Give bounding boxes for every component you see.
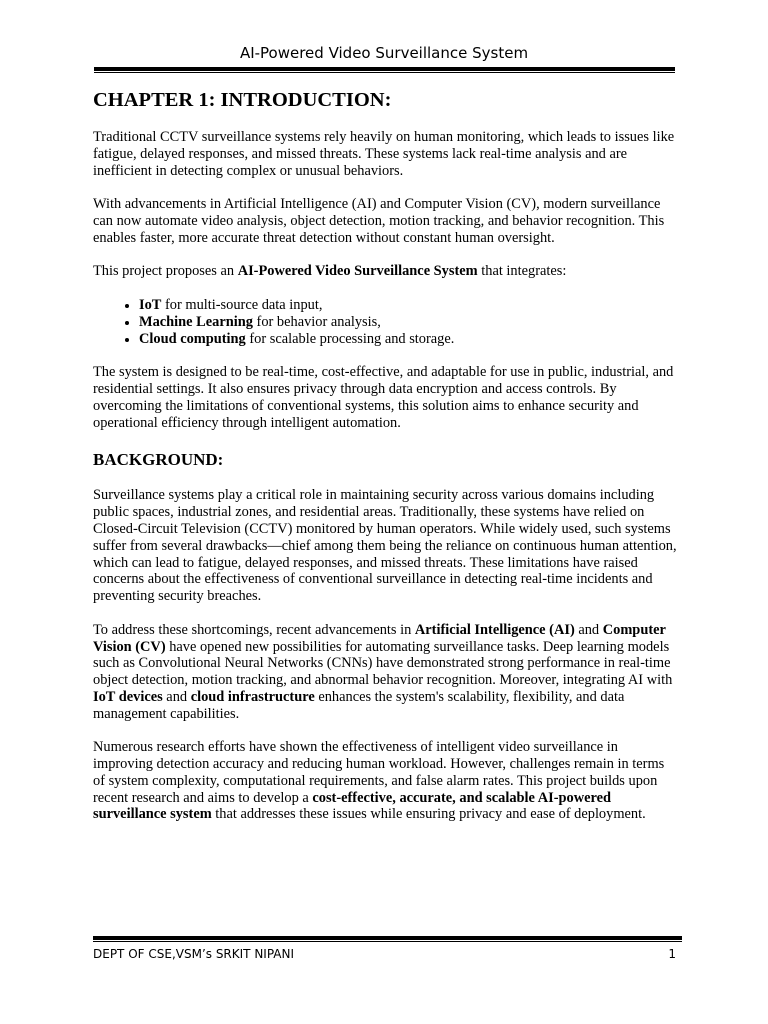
list-item-ml: • Machine Learning for behavior analysis, [139,314,678,331]
intro-paragraph-1: Traditional CCTV surveillance systems rely heavily on human monitoring, which leads to issues like fatigue, delayed responses, and missed threats. These systems lack real-time analysis and are inefficient in detecting complex or unusual behaviors. [93,129,675,179]
footer-rule-thin [93,941,682,942]
footer-page-number: 1 [668,947,676,961]
list-item-cloud: • Cloud computing for scalable processing and storage. [139,331,678,348]
intro-paragraph-2: With advancements in Artificial Intelligence (AI) and Computer Vision (CV), modern surveillance can now automate video analysis, object detection, motion tracking, and behavior recognition. This enables faster, more accurate threat detection without constant human oversight. [93,196,665,246]
header-rule-thick [94,67,675,71]
integration-list [93,297,678,347]
page-body [93,87,678,840]
background-paragraph-3: Numerous research efforts have shown the effectiveness of intelligent video surveillance in improving detection accuracy and reducing human workload. However, challenges remain in terms of system complexity, computational requirements, and false alarm rates. This project builds upon recent research and aims to develop a cost-effective, accurate, and scalable AI-powered surveillance system that addresses these issues while ensuring privacy and ease of deployment. [93,739,665,823]
intro-paragraph-3: This project proposes an AI-Powered Video Surveillance System that integrates: [93,263,567,280]
running-header-title: AI-Powered Video Surveillance System [239,44,529,62]
footer-department: DEPT OF CSE,VSM’s SRKIT NIPANI [93,947,295,961]
intro-paragraph-4: The system is designed to be real-time, cost-effective, and adaptable for use in public, industrial, and residential settings. It also ensures privacy through data encryption and access controls. By overcoming the limitations of conventional systems, this solution aims to enhance security and operational efficiency through intelligent automation. [93,364,674,431]
background-paragraph-2: To address these shortcomings, recent advancements in Artificial Intelligence (AI) and Computer Vision (CV) have opened new possibilities for automating surveillance tasks. Deep learning models such as Convolutional Neural Networks (CNNs) have demonstrated strong performance in real-time object detection, motion tracking, and abnormal behavior recognition. Moreover, integrating AI with IoT devices and cloud infrastructure enhances the system's scalability, flexibility, and data management capabilities. [93,621,673,722]
header-rule-thin [94,72,675,73]
background-heading: BACKGROUND: [93,450,224,470]
footer-rule-thick [93,936,682,940]
list-item-iot: • IoT for multi-source data input, [139,297,678,314]
chapter-heading: CHAPTER 1: INTRODUCTION: [93,89,392,111]
background-paragraph-1: Surveillance systems play a critical role in maintaining security across various domains including public spaces, industrial zones, and residential areas. Traditionally, these systems have relied on Closed-Circuit Television (CCTV) monitored by human operators. While widely used, such systems suffer from several drawbacks—chief among them being the reliance on continuous human attention, which can lead to fatigue, delayed responses, and missed threats. These limitations have raised concerns about the effectiveness of conventional surveillance in detecting real-time incidents and preventing security breaches. [93,487,677,605]
